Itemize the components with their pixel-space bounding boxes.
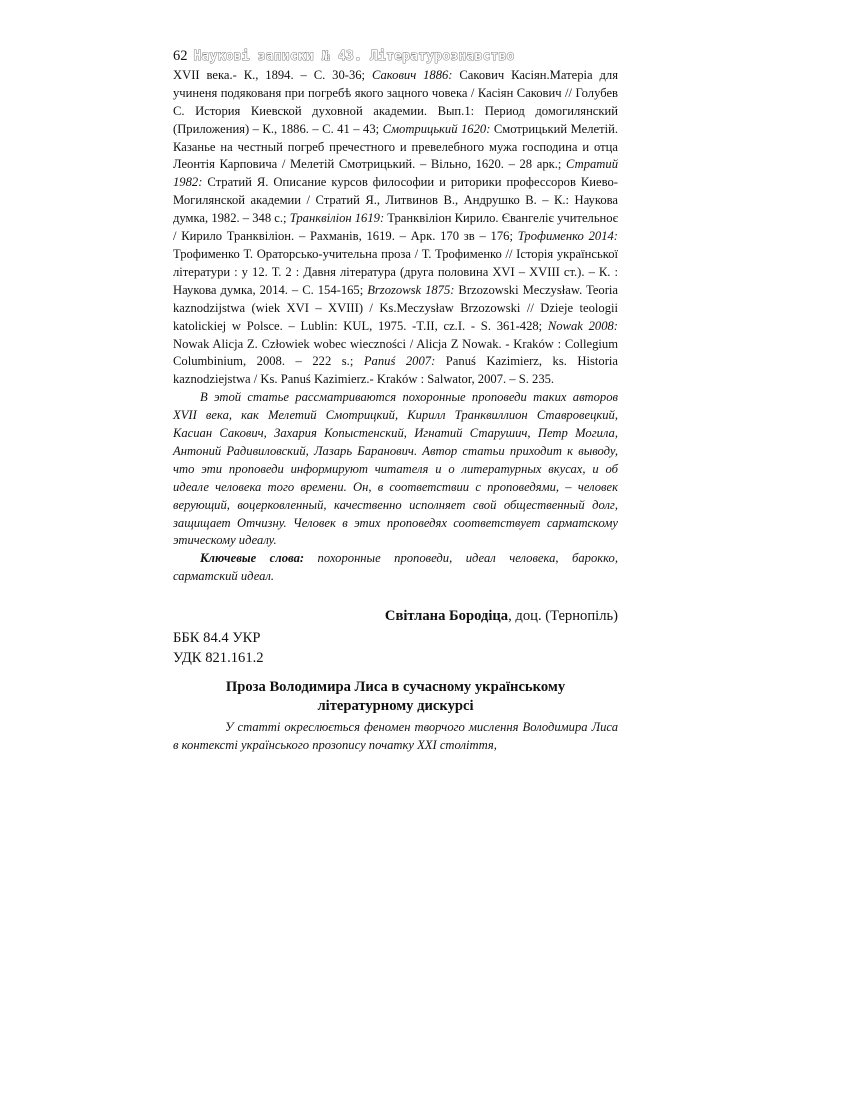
bib-entry: Смотрицький 1620: Смотрицький Мелетій. Казанье на честный погреб пречестного и превелебного мужа господина и отца Леонтія Карповича / Мелетій Смотрицький. – Вільно, 1620. – 28 арк.; [173, 121, 618, 172]
bib-entry: Brzozowsk 1875: Brzozowski Meczysław. Teoria kaznodzijstwa (wiek XVI – XVIII) / Ks.Meczysław Brzozowski // Dzieje teologii katolickiej w Polsce. – Lublin: KUL, 1975. -T.II, cz.I. - S. 361-428; [173, 282, 618, 333]
author-name: Світлана Бородіца [384, 608, 509, 625]
document-page [173, 48, 618, 768]
keywords [173, 550, 618, 586]
keywords-label: Ключевые слова: [200, 551, 305, 566]
page-number: 62 [173, 48, 188, 64]
journal-title: Наукові записки № 43. Літературознавство [193, 49, 515, 64]
article-title-line: Проза Володимира Лиса в сучасному українському [225, 679, 566, 696]
classification [173, 628, 618, 668]
keywords-text: похоронные проповеди, идеал человека, барокко, сарматский идеал. [173, 551, 618, 584]
bib-entry: XVII века.- К., 1894. – С. 30-36; [173, 67, 372, 82]
bib-entry: Стратий 1982: Стратий Я. Описание курсов философии и риторики профессоров Киево-Могилянской академии / Стратий Я., Литвинов В., Андрушко В. – К.: Наукова думка, 1982. – 348 с.; [173, 157, 618, 226]
article-title [173, 678, 618, 716]
bib-entry: Трофименко 2014: Трофименко Т. Ораторсько-учительна проза / Т. Трофименко // Історія української літератури : у 12. Т. 2 : Давня література (друга половина XVI – XVIII ст.). – К. : Наукова думка, 2014. – С. 154-165; [173, 229, 618, 297]
bib-entry: Nowak 2008: Nowak Alicja Z. Człowiek wobec wieczności / Alicja Z Nowak. - Kraków : Collegium Columbinium, 2008. – 222 s.; [173, 318, 618, 369]
bib-entry: Panuś 2007: Panuś Kazimierz, ks. Historia kaznodziejstwa / Ks. Panuś Kazimierz.- Kraków : Salwator, 2007. – S. 235. [173, 354, 618, 387]
udk-code: УДК 821.161.2 [173, 650, 264, 667]
abstract: В этой статье рассматриваются похоронные проповеди таких авторов XVII века, как Мелетий Смотрицкий, Кирилл Транквиллион Ставровецкий, Касиан Сакович, Захария Копыстенский, Игнатий Старушич, Петр Могила, Антоний Радивиловский, Лазарь Баранович. Автор статьи приходит к выводу, что эти проповеди информируют читателя и о литературных вкусах, и об идеале человека того времени. Он, в соответствии с проповедями, – человек верующий, воцерковленный, качественно исполняет свой общественный долг, защищает Отчизну. Человек в этих проповедях соответствует сарматскому этическому идеалу. [173, 390, 618, 548]
bibliography [173, 67, 618, 389]
author-line [173, 608, 618, 626]
article-title-line: літературному дискурсі [317, 698, 474, 715]
bbk-code: ББК 84.4 УКР [173, 630, 261, 647]
bib-entry: Транквіліон 1619: Транквіліон Кирило. Євангеліє учительноє / Кирило Транквіліон. – Рахманів, 1619. – Арк. 170 зв – 176; [173, 211, 618, 244]
running-header [173, 48, 618, 66]
article-intro: У статті окреслюється феномен творчого мислення Володимира Лиса в контексті українського прозопису початку XXI століття, [173, 720, 618, 752]
bib-entry: Сакович 1886: Сакович Касіян.Матеріа для учиненя подякованя при погребѣ якого зацного човека / Касіян Сакович // Голубев С. История Киевской духовной академии. Вып.1: Период домогилянский (Приложения) – К., 1886. – С. 41 – 43; [173, 67, 618, 136]
author-affiliation: , доц. (Тернопіль) [508, 608, 618, 625]
